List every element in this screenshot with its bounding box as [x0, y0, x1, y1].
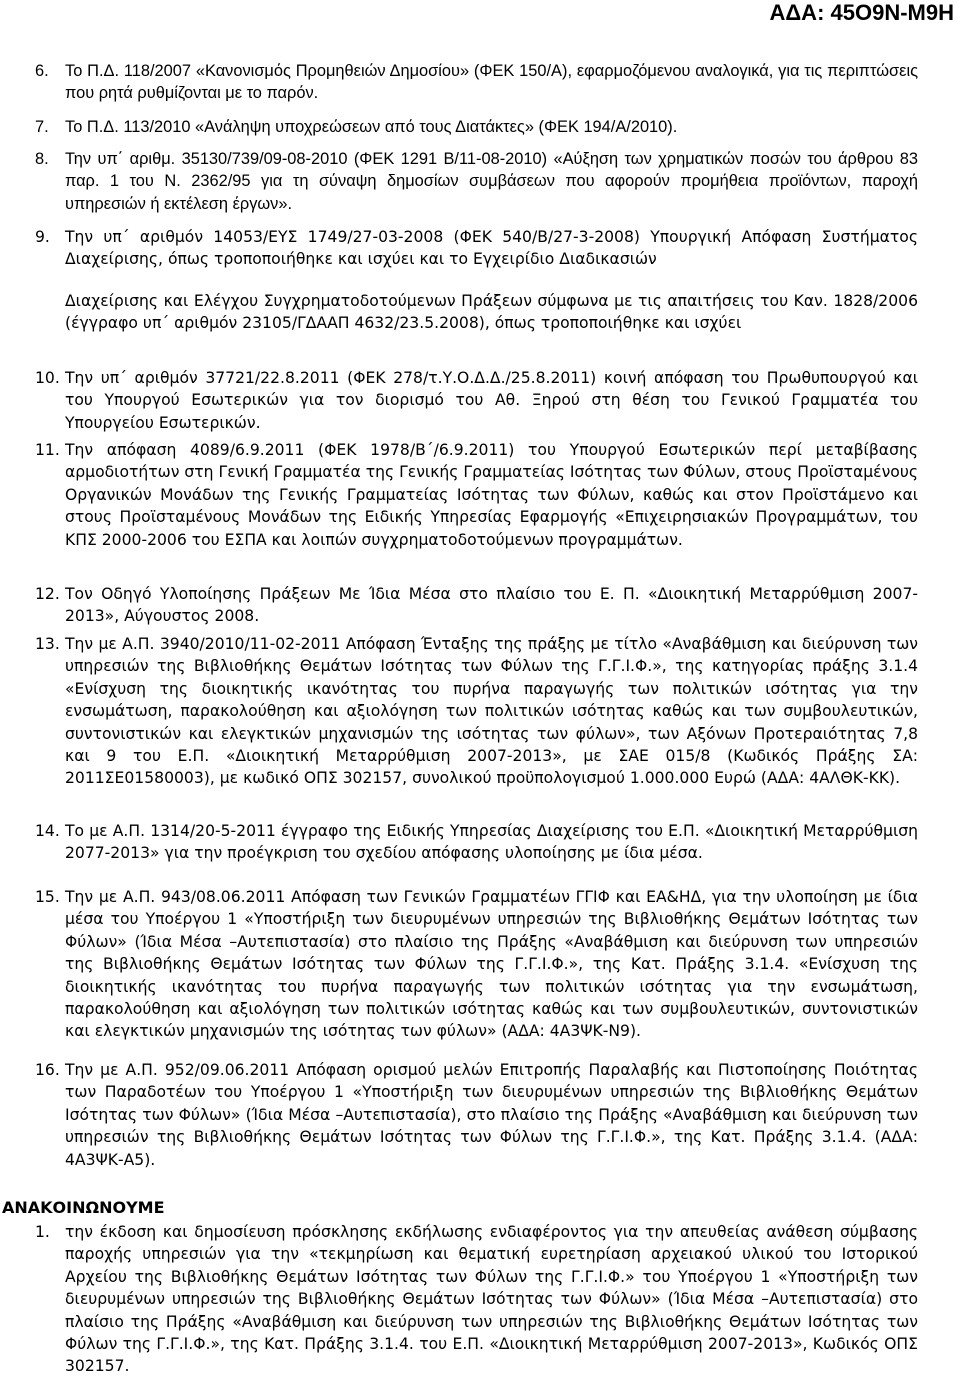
- item-text: Τον Οδηγό Υλοποίησης Πράξεων Με Ίδια Μέσα στο πλαίσιο του Ε. Π. «Διοικητική Μεταρρύθμιση 2007-2013», Αύγουστος 2008.: [65, 585, 918, 626]
- item-text: Την με Α.Π. 952/09.06.2011 Απόφαση ορισμού μελών Επιτροπής Παραλαβής και Πιστοποίησης Ποιότητας των Παραδοτέων του Υποέργου 1 «Υποστήριξη των διευρυμένων υπηρεσιών της Βιβλιοθήκης Θεμάτων Ισότητας των Φύλων» (Ίδια Μέσα –Αυτεπιστασία), στο πλαίσιο της Πράξης «Αναβάθμιση και διεύρυνση των υπηρεσιών της Βιβλιοθήκης Θεμάτων Ισότητας των Φύλων της Γ.Γ.Ι.Φ.», της Κατ. Πράξης 3.1.4. (ΑΔΑ: 4Α3ΨΚ-Α5).: [65, 1061, 918, 1169]
- item-text: Την υπ΄ αριθμ. 35130/739/09-08-2010 (ΦΕΚ 1291 Β/11-08-2010) «Αύξηση των χρηματικών ποσών του άρθρου 83 παρ. 1 του Ν. 2362/95 για τη σύναψη δημοσίων συμβάσεων που αφορούν προμήθεια προϊόντων, παροχή υπηρεσιών ή εκτέλεση έργων».: [65, 150, 918, 213]
- list-item-10: [35, 367, 918, 434]
- item-text: Το με Α.Π. 1314/20-5-2011 έγγραφο της Ειδικής Υπηρεσίας Διαχείρισης του Ε.Π. «Διοικητική Μεταρρύθμιση 2077-2013» για την προέγκριση του σχεδίου απόφασης υλοποίησης με ίδια μέσα.: [65, 822, 918, 863]
- list-item-7: [35, 116, 918, 138]
- item-number: 16.: [35, 1061, 60, 1079]
- item-text: την έκδοση και δημοσίευση πρόσκλησης εκδήλωσης ενδιαφέροντος για την απευθείας ανάθεση σύμβασης παροχής υπηρεσιών για την «τεκμηρίωση και θεματική ευρετηρίαση αρχειακού υλικού του Ιστορικού Αρχείου της Βιβλιοθήκης Θεμάτων Ισότητας των Φύλων της Γ.Γ.Ι.Φ.» του Υποέργου 1 «Υποστήριξη των διευρυμένων υπηρεσιών της Βιβλιοθήκης Θεμάτων Ισότητας των Φύλων» (Ίδια Μέσα –Αυτεπιστασία) στο πλαίσιο της Πράξης «Αναβάθμιση και διεύρυνση των υπηρεσιών της Βιβλιοθήκης Θεμάτων Ισότητας των Φύλων της Γ.Γ.Ι.Φ.», της Κατ. Πράξης 3.1.4. του Ε.Π. «Διοικητική Μεταρρύθμιση 2007-2013», Κωδικός ΟΠΣ 302157.: [65, 1223, 918, 1376]
- list-item-9-continued: [35, 290, 918, 335]
- section-heading-announce: ΑΝΑΚΟΙΝΩΝΟΥΜΕ: [2, 1198, 165, 1217]
- list-item-16: [35, 1059, 918, 1171]
- list-item-14: [35, 820, 918, 865]
- item-number: 8.: [35, 150, 49, 168]
- list-item-8: [35, 148, 918, 215]
- item-number: 1.: [35, 1223, 50, 1241]
- item-number: 7.: [35, 118, 49, 136]
- item-number: 10.: [35, 369, 60, 387]
- list-item-11: [35, 439, 918, 551]
- item-text: Το Π.Δ. 118/2007 «Κανονισμός Προμηθειών Δημοσίου» (ΦΕΚ 150/Α), εφαρμοζόμενου αναλογικά, για τις περιπτώσεις που ρητά ρυθμίζονται με το παρόν.: [65, 62, 918, 103]
- item-text: Διαχείρισης και Ελέγχου Συγχρηματοδοτούμενων Πράξεων σύμφωνα με τις απαιτήσεις του Καν. 1828/2006 (έγγραφο υπ΄ αριθμόν 23105/ΓΔΑΑΠ 4632/23.5.2008), όπως τροποποιήθηκε και ισχύει: [65, 292, 918, 333]
- item-text: Την υπ΄ αριθμόν 37721/22.8.2011 (ΦΕΚ 278/τ.Υ.Ο.Δ.Δ./25.8.2011) κοινή απόφαση του Πρωθυπουργού και του Υπουργού Εσωτερικών για τον διορισμό του Αθ. Ξηρού στη θέση του Γενικού Γραμματέα του Υπουργείου Εσωτερικών.: [65, 369, 918, 432]
- list-item-6: [35, 60, 918, 105]
- announce-item-1: [35, 1221, 918, 1378]
- item-number: 14.: [35, 822, 60, 840]
- list-item-12: [35, 583, 918, 628]
- item-text: Την με Α.Π. 943/08.06.2011 Απόφαση των Γενικών Γραμματέων ΓΓΙΦ και ΕΑ&ΗΔ, για την υλοποίηση με ίδια μέσα του Υποέργου 1 «Υποστήριξη των διευρυμένων υπηρεσιών της Βιβλιοθήκης Θεμάτων Ισότητας των Φύλων» (Ίδια Μέσα –Αυτεπιστασία) στο πλαίσιο της Πράξης «Αναβάθμιση και διεύρυνση των υπηρεσιών της Βιβλιοθήκης Θεμάτων Ισότητας των Φύλων της Γ.Γ.Ι.Φ.», της Κατ. Πράξης 3.1.4. «Ενίσχυση της διοικητικής ικανότητας του πυρήνα παραγωγής των πολιτικών ισότητας για την ενσωμάτωση, παρακολούθηση και αξιολόγηση των πολιτικών ισότητας καθώς και των συμβουλευτικών, συντονιστικών και ελεγκτικών μηχανισμών της ισότητας των φύλων» (ΑΔΑ: 4Α3ΨΚ-Ν9).: [65, 888, 918, 1041]
- item-text: Την με Α.Π. 3940/2010/11-02-2011 Απόφαση Ένταξης της πράξης με τίτλο «Αναβάθμιση και διεύρυνση των υπηρεσιών της Βιβλιοθήκης Θεμάτων Ισότητας των Φύλων της Γ.Γ.Ι.Φ.», της κατηγορίας πράξης 3.1.4 «Ενίσχυση της διοικητικής ικανότητας του πυρήνα παραγωγής των πολιτικών ισότητας για την ενσωμάτωση, παρακολούθηση και αξιολόγηση των πολιτικών ισότητας καθώς και των συμβουλευτικών, συντονιστικών και ελεγκτικών μηχανισμών της ισότητας των φύλων», των Αξόνων Προτεραιότητας 7,8 και 9 του Ε.Π. «Διοικητική Μεταρρύθμιση 2007-2013», με ΣΑΕ 015/8 (Κωδικός Πράξης ΣΑ: 2011ΣΕ01580003), με κωδικό ΟΠΣ 302157, συνολικού προϋπολογισμού 1.000.000 Ευρώ (ΑΔΑ: 4ΑΛΘΚ-ΚΚ).: [65, 635, 918, 788]
- item-number: 6.: [35, 62, 49, 80]
- item-text: Την υπ΄ αριθμόν 14053/ΕΥΣ 1749/27-03-2008 (ΦΕΚ 540/Β/27-3-2008) Υπουργική Απόφαση Συστήματος Διαχείρισης, όπως τροποποιήθηκε και ισχύει και το Εγχειρίδιο Διαδικασιών: [65, 228, 918, 269]
- item-number: 15.: [35, 888, 60, 906]
- item-text: Την απόφαση 4089/6.9.2011 (ΦΕΚ 1978/Β΄/6.9.2011) του Υπουργού Εσωτερικών περί μεταβίβασης αρμοδιοτήτων στη Γενική Γραμματέα της Γενικής Γραμματείας Ισότητας των Φύλων, στους Προϊσταμένους Οργανικών Μονάδων της Γενικής Γραμματείας Ισότητας των Φύλων, καθώς και στον Προϊστάμενο και στους Προϊσταμένους Μονάδων της Ειδικής Υπηρεσίας Εφαρμογής «Επιχειρησιακών Προγραμμάτων, του ΚΠΣ 2000-2006 του ΕΣΠΑ και λοιπών συγχρηματοδοτούμενων προγραμμάτων.: [65, 441, 918, 549]
- list-item-9: [35, 226, 918, 271]
- list-item-13: [35, 633, 918, 790]
- item-number: 9.: [35, 228, 50, 246]
- item-number: 13.: [35, 635, 60, 653]
- item-text: Το Π.Δ. 113/2010 «Ανάληψη υποχρεώσεων από τους Διατάκτες» (ΦΕΚ 194/Α/2010).: [65, 118, 678, 136]
- ada-stamp: ΑΔΑ: 45Ο9Ν-Μ9Η: [769, 0, 954, 25]
- item-number: 11.: [35, 441, 60, 459]
- item-number: 12.: [35, 585, 60, 603]
- list-item-15: [35, 886, 918, 1043]
